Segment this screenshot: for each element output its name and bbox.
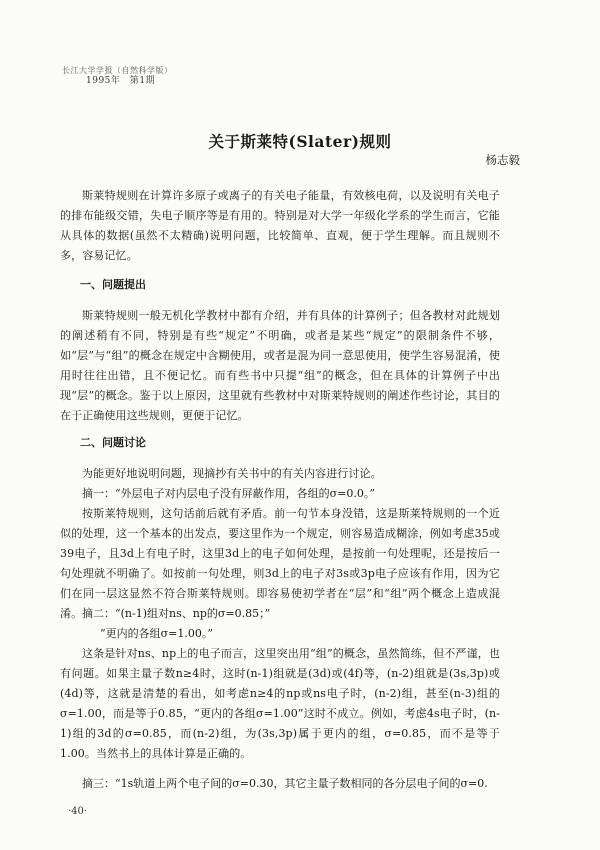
section2-paragraph-2: 这条是针对ns、np上的电子而言，这里突出用“组”的概念，虽然简练，但不严谨，也有问题。如果主量子数n≥4时，这时(n-1)组就是(3d)或(4f)等，(n-2)组就是(3s,3p)或(4d)等，这就是清楚的看出，如考虑n≥4的np或ns电子时，(n-2)组，甚至(n-3)组的σ=1.00，而是等于0.85，“更内的各组σ=1.00”这时不成立。例如，考虑4s电子时，(n-1)组的3d的σ=0.85，而(n-2)组，为(3s,3p)属于更内的组，σ=0.85，而不是等于1.00。当然书上的具体计算是正确的。 — [60, 647, 500, 760]
section2-paragraph-1: 按斯莱特规则，这句话前后就有矛盾。前一句节本身没错，这是斯莱特规则的一个近似的处理，这一个基本的出发点，要这里作为一个规定，则容易造成糊涂，例如考虑35或39电子，且3d上有电子时，这里3d上的电子如何处理，是按前一句处理呢，还是按后一句处理就不明确了。如按前一句处理，则3d上的电子对3s或3p电子应该有作用，因为它们在同一层这显然不符合斯莱特规则。即容易使初学者在“层”和“组”两个概念上造成混淆。 — [60, 507, 500, 620]
section-heading-2: 二、问题讨论 — [80, 436, 146, 449]
journal-name: 长江大学学报（自然科学版） — [62, 66, 173, 75]
excerpt-2-continued: “更内的各组σ=1.00。” — [100, 627, 213, 640]
journal-header — [62, 66, 173, 88]
section1-paragraph: 斯莱特规则一般无机化学教材中都有介绍，并有具体的计算例子；但各教材对此规划的阐述稍有不同，特别是有些“规定”不明确，或者是某些“规定”的限制条件不够，如“层”与“组”的概念在规定中含糊使用，或者是混为同一意思使用，使学生容易混淆，使用时往往出错，且不便记忆。而有些书中只提“组”的概念，但在具体的计算例子中出现“层”的概念。鉴于以上原因，这里就有些教材中对斯莱特规则的阐述作些讨论，其目的在于正确使用这些规则，更便于记忆。 — [60, 309, 500, 422]
journal-issue: 1995年 第1期 — [86, 76, 156, 87]
intro-paragraph: 斯莱特规则在计算许多原子或离子的有关电子能量，有效核电荷，以及说明有关电子的排布能级交错，失电子顺序等是有用的。特别是对大学一年级化学系的学生而言，它能从具体的数据(虽然不太精确)说明问题，比较简单、直观，便于学生理解。而且规则不多，容易记忆。 — [60, 189, 500, 262]
excerpt-3: 摘三：“1s轨道上两个电子间的σ=0.30，其它主量子数相同的各分层电子间的σ=0. — [82, 777, 488, 790]
excerpt-2: 摘二：“(n-1)组对ns、np的σ=0.85；” — [82, 607, 271, 620]
paper-author: 杨志毅 — [485, 153, 520, 167]
paper-title: 关于斯莱特(Slater)规则 — [208, 132, 392, 151]
page-number: ·40· — [68, 806, 88, 817]
section-heading-1: 一、问题提出 — [80, 278, 146, 291]
section2-lead: 为能更好地说明问题，现摘抄有关书中的有关内容进行讨论。 — [82, 467, 382, 480]
excerpt-1: 摘一：“外层电子对内层电子没有屏蔽作用，各组的σ=0.0。” — [82, 487, 375, 500]
